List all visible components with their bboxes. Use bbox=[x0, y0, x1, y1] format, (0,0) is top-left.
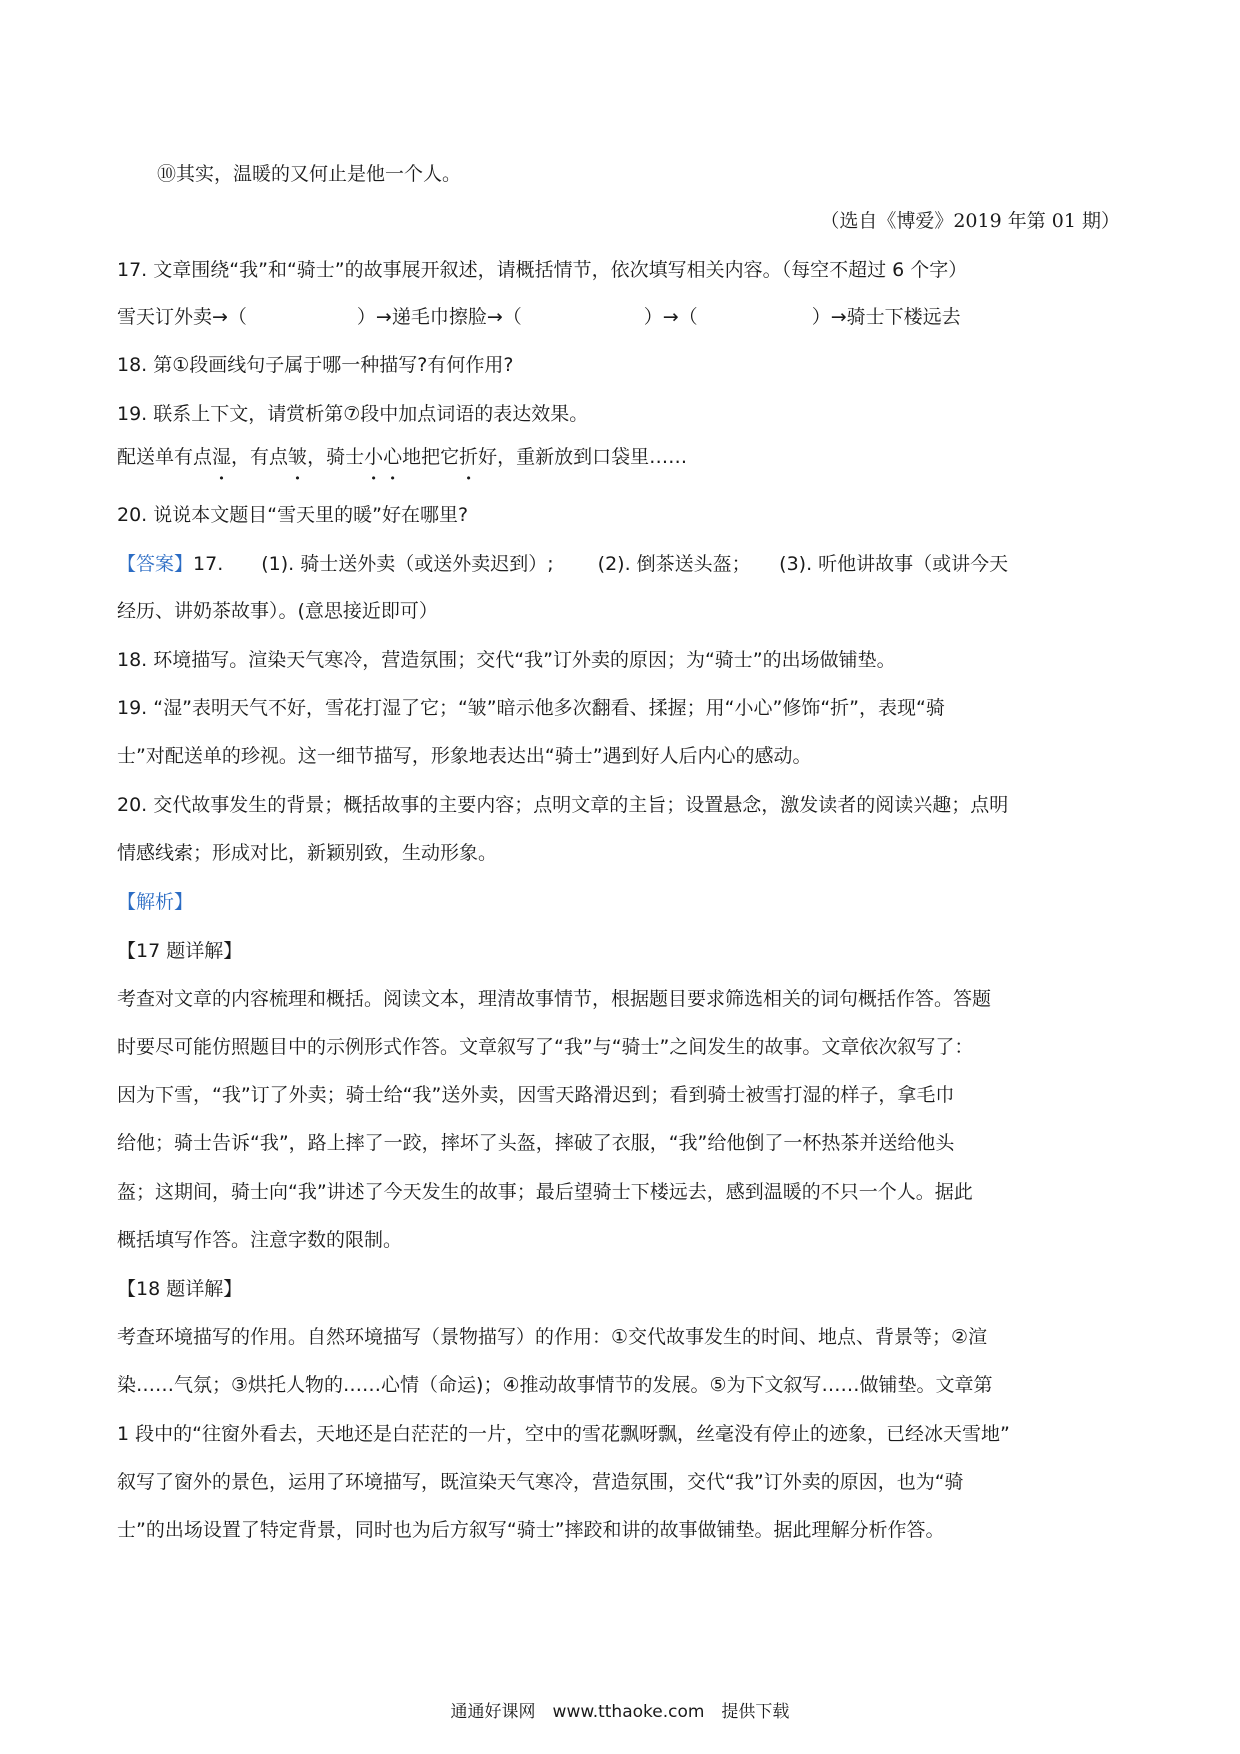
flow-segment-1: 雪天订外卖→（ bbox=[117, 306, 247, 328]
answer-19-line-2: 士”对配送单的珍视。这一细节描写，形象地表达出“骑士”遇到好人后内心的感动。 bbox=[117, 745, 812, 767]
dotted-word-xin: 心 bbox=[383, 446, 403, 468]
analysis-tag: 【解析】 bbox=[117, 891, 194, 913]
answer-19-line-1: 19. “湿”表明天气不好，雪花打湿了它；“皱”暗示他多次翻看、揉握；用“小心”修饰“折”，表现“骑 bbox=[117, 697, 945, 719]
analysis-18-line: 考查环境描写的作用。自然环境描写（景物描写）的作用：①交代故事发生的时间、地点、背景等；②渲 bbox=[117, 1326, 988, 1348]
analysis-heading-17: 【17 题详解】 bbox=[117, 940, 243, 962]
answer-20-line-2: 情感线索；形成对比，新颖别致，生动形象。 bbox=[117, 842, 498, 864]
answer-17-line-2: 经历、讲奶茶故事）。(意思接近即可） bbox=[117, 600, 438, 622]
quote-text: 好，重新放到口袋里…… bbox=[478, 446, 688, 468]
question-20: 20. 说说本文题目“雪天里的暖”好在哪里? bbox=[117, 504, 469, 526]
analysis-17-line: 时要尽可能仿照题目中的示例形式作答。文章叙写了“我”与“骑士”之间发生的故事。文章依次叙写了： bbox=[117, 1036, 974, 1058]
flow-segment-3: ）→（ bbox=[643, 306, 698, 328]
quote-text: 地把它 bbox=[402, 446, 460, 468]
dotted-word-zhe: 折 bbox=[459, 446, 479, 468]
passage-paragraph-10: ⑩其实，温暖的又何止是他一个人。 bbox=[157, 163, 462, 185]
flow-segment-2: ）→递毛巾擦脸→（ bbox=[356, 306, 522, 328]
analysis-18-line: 叙写了窗外的景色，运用了环境描写，既渲染天气寒冷，营造氛围，交代“我”订外卖的原因，也为“骑 bbox=[117, 1471, 964, 1493]
footer-watermark: 通通好课网 www.tthaoke.com 提供下载 bbox=[450, 1702, 790, 1722]
passage-source: （选自《博爱》2019 年第 01 期） bbox=[820, 210, 1120, 232]
question-17-flow bbox=[117, 303, 961, 331]
answer-20-line-1: 20. 交代故事发生的背景；概括故事的主要内容；点明文章的主旨；设置悬念，激发读者的阅读兴趣；点明 bbox=[117, 794, 1009, 816]
answer-18: 18. 环境描写。渲染天气寒冷，营造氛围；交代“我”订外卖的原因；为“骑士”的出场做铺垫。 bbox=[117, 649, 896, 671]
question-18: 18. 第①段画线句子属于哪一种描写?有何作用? bbox=[117, 354, 514, 376]
quote-text: ，有点 bbox=[231, 446, 289, 468]
analysis-17-line: 概括填写作答。注意字数的限制。 bbox=[117, 1229, 403, 1251]
question-17: 17. 文章围绕“我”和“骑士”的故事展开叙述，请概括情节，依次填写相关内容。（每空不超过 6 个字） bbox=[117, 259, 968, 281]
question-19-quote bbox=[117, 443, 687, 471]
answer-17-text: 17. (1). 骑士送外卖（或送外卖迟到）; (2). 倒茶送头盔； (3). 听他讲故事（或讲今天 bbox=[193, 553, 1009, 575]
analysis-18-quote-line: 1 段中的“往窗外看去，天地还是白茫茫的一片，空中的雪花飘呀飘，丝毫没有停止的迹象，已经冰天雪地” bbox=[117, 1423, 1010, 1445]
analysis-17-line: 给他；骑士告诉“我”，路上摔了一跤，摔坏了头盔，摔破了衣服，“我”给他倒了一杯热茶并送给他头 bbox=[117, 1132, 955, 1154]
analysis-heading-18: 【18 题详解】 bbox=[117, 1278, 243, 1300]
analysis-17-line: 考查对文章的内容梳理和概括。阅读文本，理清故事情节，根据题目要求筛选相关的词句概括作答。答题 bbox=[117, 988, 992, 1010]
analysis-18-line: 士”的出场设置了特定背景，同时也为后方叙写“骑士”摔跤和讲的故事做铺垫。据此理解分析作答。 bbox=[117, 1519, 945, 1541]
dotted-word-zhou: 皱 bbox=[288, 446, 308, 468]
analysis-18-line: 染……气氛；③烘托人物的……心情（命运)；④推动故事情节的发展。⑤为下文叙写……做铺垫。文章第 bbox=[117, 1374, 993, 1396]
answer-tag: 【答案】 bbox=[117, 553, 194, 575]
quote-text: 配送单有点 bbox=[117, 446, 213, 468]
analysis-17-line: 盔；这期间，骑士向“我”讲述了今天发生的故事；最后望骑士下楼远去，感到温暖的不只一个人。据此 bbox=[117, 1181, 973, 1203]
flow-segment-4: ）→骑士下楼远去 bbox=[811, 306, 961, 328]
dotted-word-xiao: 小 bbox=[364, 446, 384, 468]
dotted-word-shi: 湿 bbox=[212, 446, 232, 468]
question-19: 19. 联系上下文，请赏析第⑦段中加点词语的表达效果。 bbox=[117, 403, 589, 425]
analysis-17-line: 因为下雪，“我”订了外卖；骑士给“我”送外卖，因雪天路滑迟到；看到骑士被雪打湿的样子，拿毛巾 bbox=[117, 1084, 955, 1106]
answer-17-line-1 bbox=[117, 550, 1008, 578]
quote-text: ，骑士 bbox=[307, 446, 365, 468]
